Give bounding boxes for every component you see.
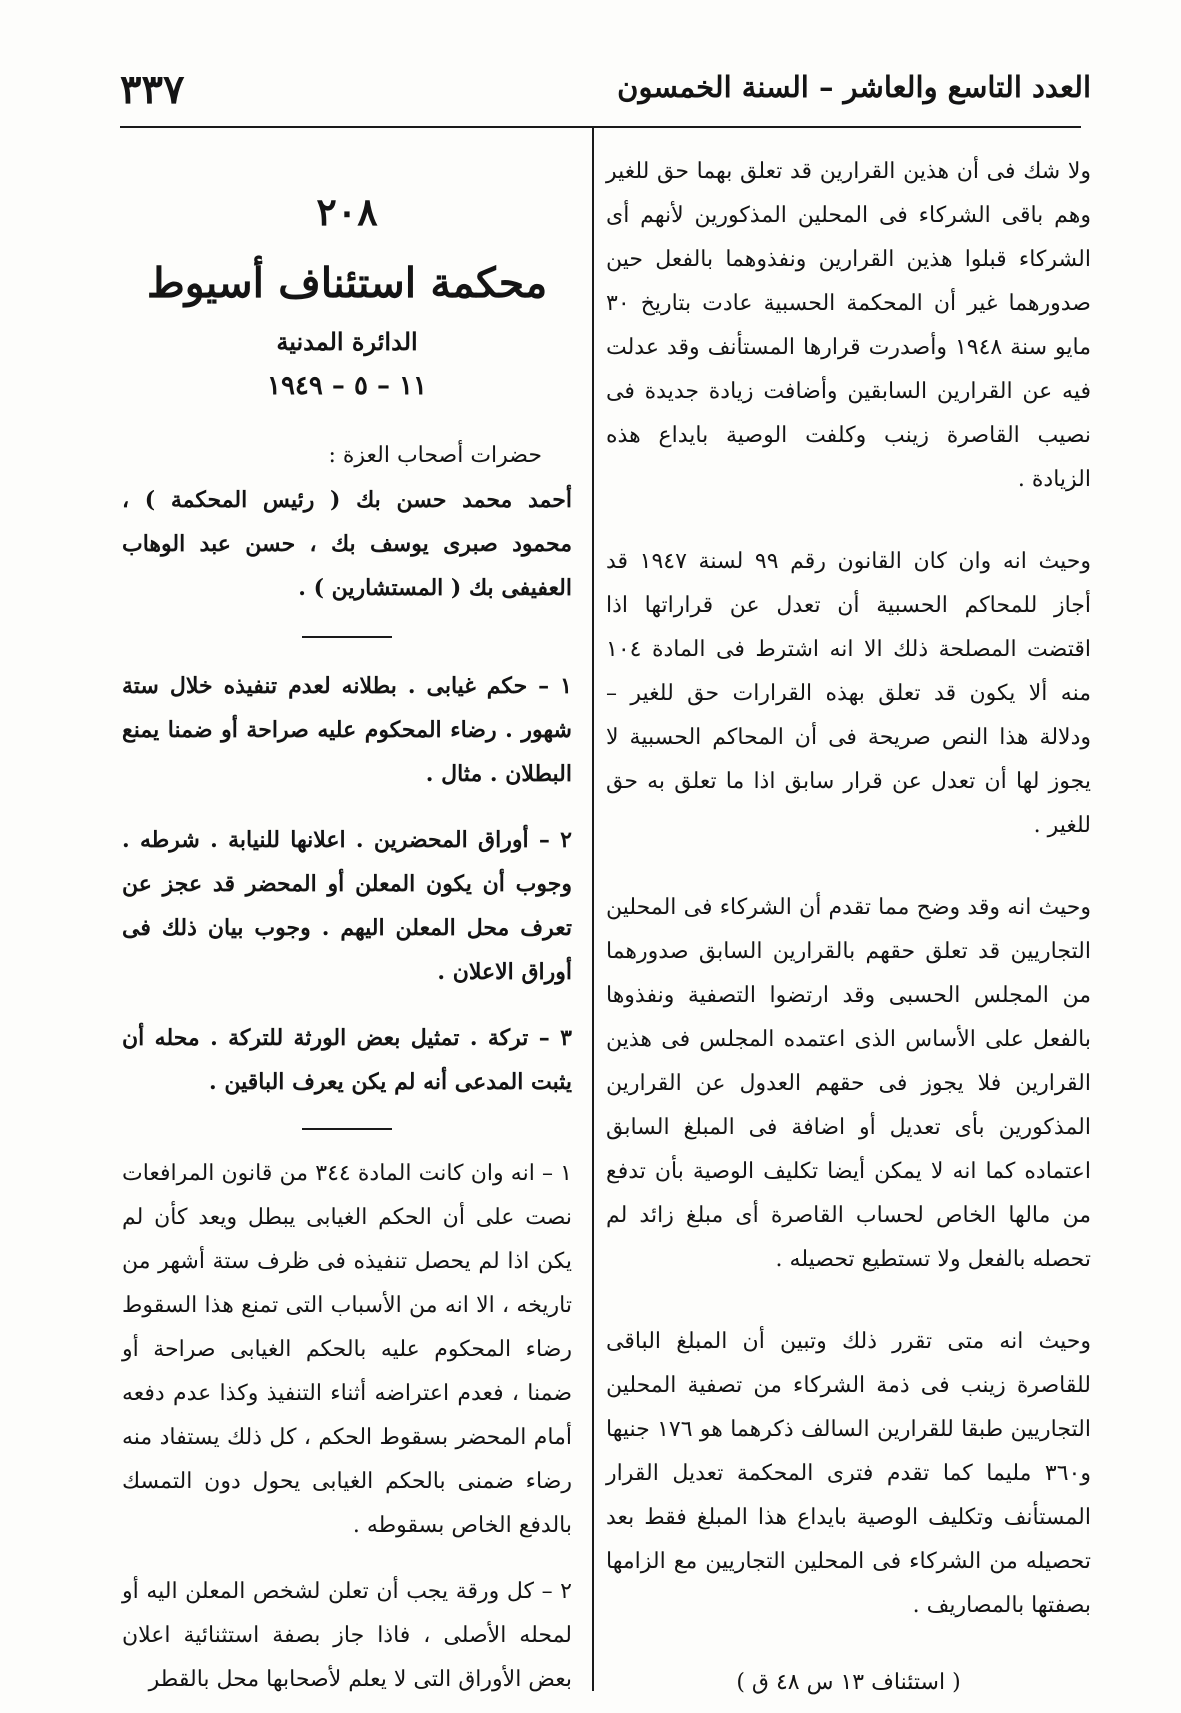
section-rule-1 — [302, 636, 392, 638]
right-column — [606, 150, 1091, 1705]
court-name: محكمة استئناف أسيوط — [146, 259, 548, 307]
left-column — [122, 150, 572, 1702]
page-number: ٣٣٧ — [120, 66, 185, 113]
summary-2: ٢ – أوراق المحضرين . اعلانها للنيابة . شرطه . وجوب أن يكون المعلن أو المحضر قد عجز عن تعرف محل المعلن اليهم . وجوب بيان ذلك فى أوراق الاعلان . — [122, 827, 572, 985]
right-paragraph-3: وحيث انه وقد وضح مما تقدم أن الشركاء فى المحلين التجاريين قد تعلق حقهم بالقرارين السابق صدورهما من المجلس الحسبى وقد ارتضوا التصفية ونفذوها بالفعل على الأساس الذى اعتمده المجلس فى هذين القرارين فلا يجوز فى حقهم العدول عن القرارين المذكورين بأى تعديل أو اضافة فى المبلغ السابق اعتماده كما انه لا يمكن أيضا تكليف الوصية بأن تدفع من مالها الخاص لحساب القاصرة أى مبلغ زائد لم تحصله بالفعل ولا تستطيع تحصيله . — [606, 895, 1091, 1272]
judges-label: حضرات أصحاب العزة : — [328, 443, 542, 468]
page-header — [120, 66, 1091, 120]
right-paragraph-1: ولا شك فى أن هذين القرارين قد تعلق بهما حق للغير وهم باقى الشركاء فى المحلين المذكورين لأنهم أى الشركاء قبلوا هذين القرارين ونفذوهما بالفعل حين صدورهما غير أن المحكمة الحسبية عادت بتاريخ ٣٠ مايو سنة ١٩٤٨ وأصدرت قرارها المستأنف وقد عدلت فيه عن القرارين السابقين وأضافت زيادة جديدة فى نصيب القاصرة زينب وكلفت الوصية بايداع هذه الزيادة . — [606, 159, 1091, 492]
right-paragraph-2: وحيث انه وان كان القانون رقم ٩٩ لسنة ١٩٤٧ قد أجاز للمحاكم الحسبية أن تعدل عن قراراتها اذا اقتضت المصلحة ذلك الا انه اشترط فى المادة ١٠٤ منه ألا يكون قد تعلق بهذه القرارات حق للغير – ودلالة هذا النص صريحة فى أن المحاكم الحسبية لا يجوز لها أن تعدل عن قرار سابق اذا ما تعلق به حق للغير . — [606, 549, 1091, 838]
decision-number: ٢٠٨ — [316, 189, 378, 234]
column-divider — [592, 126, 594, 1691]
summary-1: ١ – حكم غيابى . بطلانه لعدم تنفيذه خلال ستة شهور . رضاء المحكوم عليه صراحة أو ضمنا يمنع البطلان . مثال . — [122, 673, 572, 787]
body-paragraph-2: ٢ – كل ورقة يجب أن تعلن لشخص المعلن اليه أو لمحله الأصلى ، فاذا جاز بصفة استثنائية اعلان بعض الأوراق التى لا يعلم لأصحابها محل بالقطر — [122, 1579, 572, 1692]
case-citation: ( استئناف ١٣ س ٤٨ ق ) — [736, 1670, 961, 1695]
right-paragraph-4: وحيث انه متى تقرر ذلك وتبين أن المبلغ الباقى للقاصرة زينب فى ذمة الشركاء من تصفية المحلين التجاريين طبقا للقرارين السالف ذكرهما هو ١٧٦ جنيها و٣٦٠ مليما كما تقدم فترى المحكمة تعديل القرار المستأنف وتكليف الوصية بايداع هذا المبلغ فقط بعد تحصيله من الشركاء فى المحلين التجاريين مع الزامها بصفتها بالمصاريف . — [606, 1329, 1091, 1618]
header-rule — [120, 126, 1081, 128]
summary-3: ٣ – تركة . تمثيل بعض الورثة للتركة . محله أن يثبت المدعى أنه لم يكن يعرف الباقين . — [122, 1025, 572, 1095]
issue-title: العدد التاسع والعاشر – السنة الخمسون — [617, 70, 1091, 104]
decision-date: ١١ – ٥ – ١٩٤٩ — [267, 371, 427, 401]
circuit-name: الدائرة المدنية — [276, 327, 418, 356]
body-paragraph-1: ١ – انه وان كانت المادة ٣٤٤ من قانون المرافعات نصت على أن الحكم الغيابى يبطل ويعد كأن لم يكن اذا لم يحصل تنفيذه فى ظرف ستة أشهر من تاريخه ، الا انه من الأسباب التى تمنع هذا السقوط رضاء المحكوم عليه بالحكم الغيابى صراحة أو ضمنا ، فعدم اعتراضه أثناء التنفيذ وكذا عدم دفعه أمام المحضر بسقوط الحكم ، كل ذلك يستفاد منه رضاء ضمنى بالحكم الغيابى يحول دون التمسك بالدفع الخاص بسقوطه . — [122, 1161, 572, 1538]
section-rule-2 — [302, 1128, 392, 1130]
judges-list: أحمد محمد حسن بك ( رئيس المحكمة ) ، محمود صبرى يوسف بك ، حسن عبد الوهاب العفيفى بك ( المستشارين ) . — [122, 487, 572, 601]
